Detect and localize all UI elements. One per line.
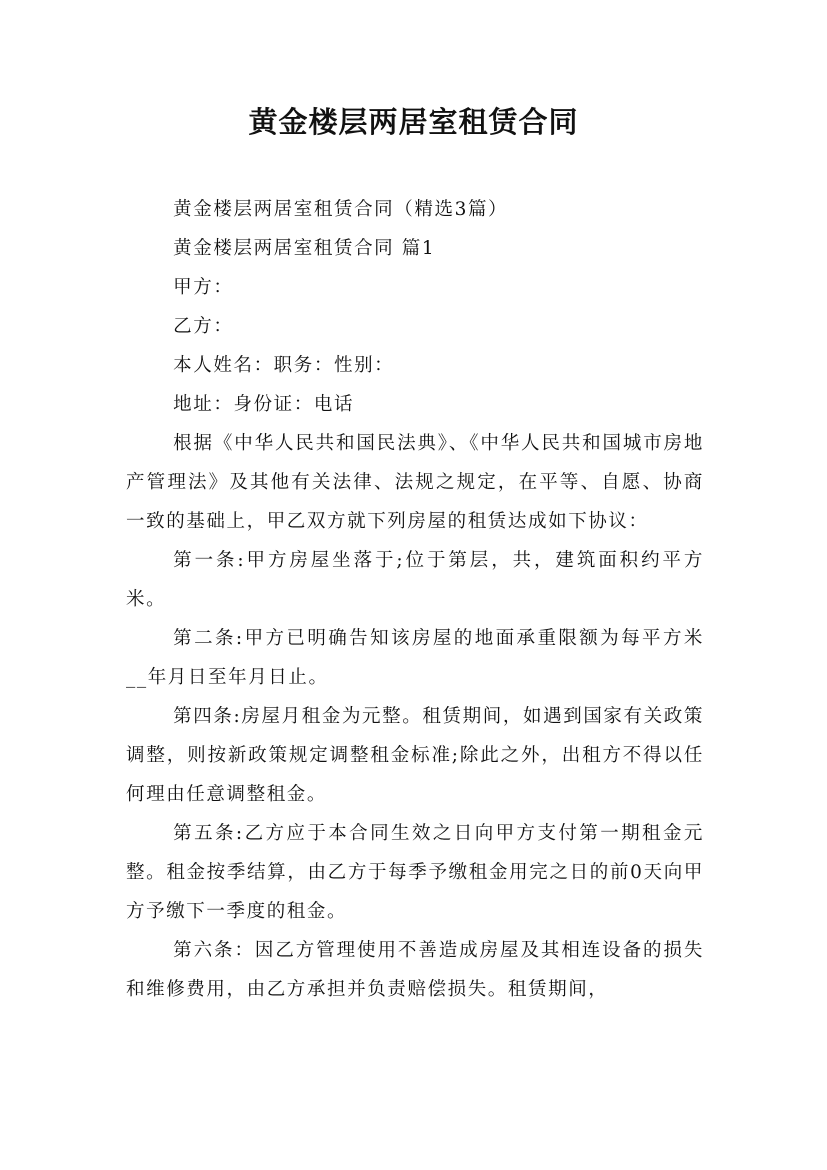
document-body [126, 190, 704, 1009]
paragraph-personal-info: 本人姓名：职务：性别： [173, 355, 395, 376]
paragraph-subtitle: 黄金楼层两居室租赁合同（精选3篇） [173, 199, 509, 220]
paragraph-party-a: 甲方： [173, 277, 234, 298]
paragraph-party-b: 乙方： [173, 316, 234, 337]
document-title: 黄金楼层两居室租赁合同 [248, 105, 579, 139]
paragraph-article-6: 第六条：因乙方管理使用不善造成房屋及其相连设备的损失和维修费用，由乙方承担并负责赔偿损失。租赁期间， [126, 940, 704, 1000]
paragraph-legal-basis: 根据《中华人民共和国民法典》、《中华人民共和国城市房地产管理法》及其他有关法律、法规之规定，在平等、自愿、协商一致的基础上，甲乙双方就下列房屋的租赁达成如下协议： [126, 433, 704, 532]
paragraph-section-heading: 黄金楼层两居室租赁合同 篇1 [173, 238, 436, 259]
paragraph-article-4: 第四条:房屋月租金为元整。租赁期间，如遇到国家有关政策调整，则按新政策规定调整租金标准;除此之外，出租方不得以任何理由任意调整租金。 [126, 706, 704, 805]
paragraph-article-5: 第五条:乙方应于本合同生效之日向甲方支付第一期租金元整。租金按季结算，由乙方于每季予缴租金用完之日的前0天向甲方予缴下一季度的租金。 [126, 823, 704, 922]
paragraph-article-1: 第一条:甲方房屋坐落于;位于第层，共，建筑面积约平方米。 [126, 550, 704, 610]
paragraph-article-2: 第二条:甲方已明确告知该房屋的地面承重限额为每平方米__年月日至年月日止。 [126, 628, 704, 688]
paragraph-contact-info: 地址：身份证：电话 [173, 394, 355, 415]
